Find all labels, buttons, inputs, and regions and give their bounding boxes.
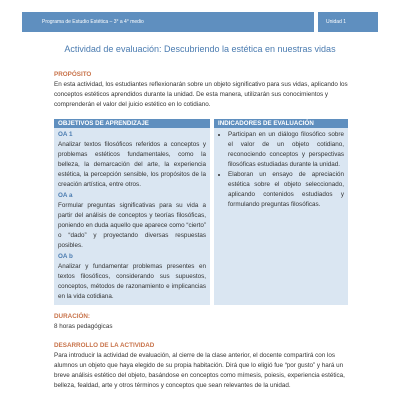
objective-code: OA 1 <box>58 131 73 138</box>
objective-code: OA a <box>58 192 73 199</box>
development-heading: DESARROLLO DE LA ACTIVIDAD <box>54 342 155 349</box>
objective-text: Analizar y fundamentar problemas presentes en textos filosóficos, considerando sus supuestos, conceptos, métodos de razonamiento e implicancias en la vida cotidiana. <box>58 263 206 300</box>
purpose-text: En esta actividad, los estudiantes reflexionarán sobre un objeto significativo para sus vidas, aplicando los conceptos estéticos aprendidos durante la unidad. De esta manera, utilizarán sus conocimientos y comprenderán el valor del juicio estético en lo cotidiano. <box>54 81 348 108</box>
indicators-list <box>218 130 344 210</box>
duration-text: 8 horas pedagógicas <box>54 323 113 330</box>
development-text: Para introducir la actividad de evaluación, al cierre de la clase anterior, el docente compartirá con los alumnos un objeto que haya elegido de su propia habitación. Dirá que lo eligió fue “por gusto” y hará un breve análisis estético del objeto, basándose en conceptos como mímesis, poiesis, experiencia estética, belleza, fealdad, arte y otros términos y conceptos que sean relevantes de la unidad. <box>54 352 345 389</box>
program-label: Programa de Estudio Estética – 3° a 4° medio <box>22 12 314 32</box>
indicators-box <box>214 119 348 305</box>
objectives-box <box>54 119 210 305</box>
objective-code: OA b <box>58 253 73 260</box>
indicator-item: • Participan en un diálogo filosófico sobre el valor de un objeto cotidiano, reconociendo conceptos y perspectivas filosóficas estudiadas durante la unidad. <box>228 130 344 170</box>
purpose-heading: PROPÓSITO <box>54 71 92 78</box>
indicators-heading: INDICADORES DE EVALUACIÓN <box>214 119 348 128</box>
unit-label: Unidad 1 <box>318 12 378 32</box>
duration-heading: DURACIÓN: <box>54 313 91 320</box>
objective-text: Analizar textos filosóficos referidos a conceptos y problemas estéticos fundamentales, como la belleza, la demarcación del arte, la experiencia estética, la percepción sensible, los propósitos de la creación artística, entre otros. <box>58 141 206 188</box>
indicator-item: • Elaboran un ensayo de apreciación estética sobre el objeto seleccionado, aplicando contenidos estudiados y formulando preguntas filosóficas. <box>228 170 344 210</box>
page-header <box>0 12 400 32</box>
objectives-heading: OBJETIVOS DE APRENDIZAJE <box>54 119 210 128</box>
objective-text: Formular preguntas significativas para su vida a partir del análisis de conceptos y teorías filosóficas, poniendo en duda aquello que aparece como “cierto” o “dado” y proyectando diversas respuestas posibles. <box>58 202 206 249</box>
page-title: Actividad de evaluación: Descubriendo la estética en nuestras vidas <box>64 44 336 54</box>
